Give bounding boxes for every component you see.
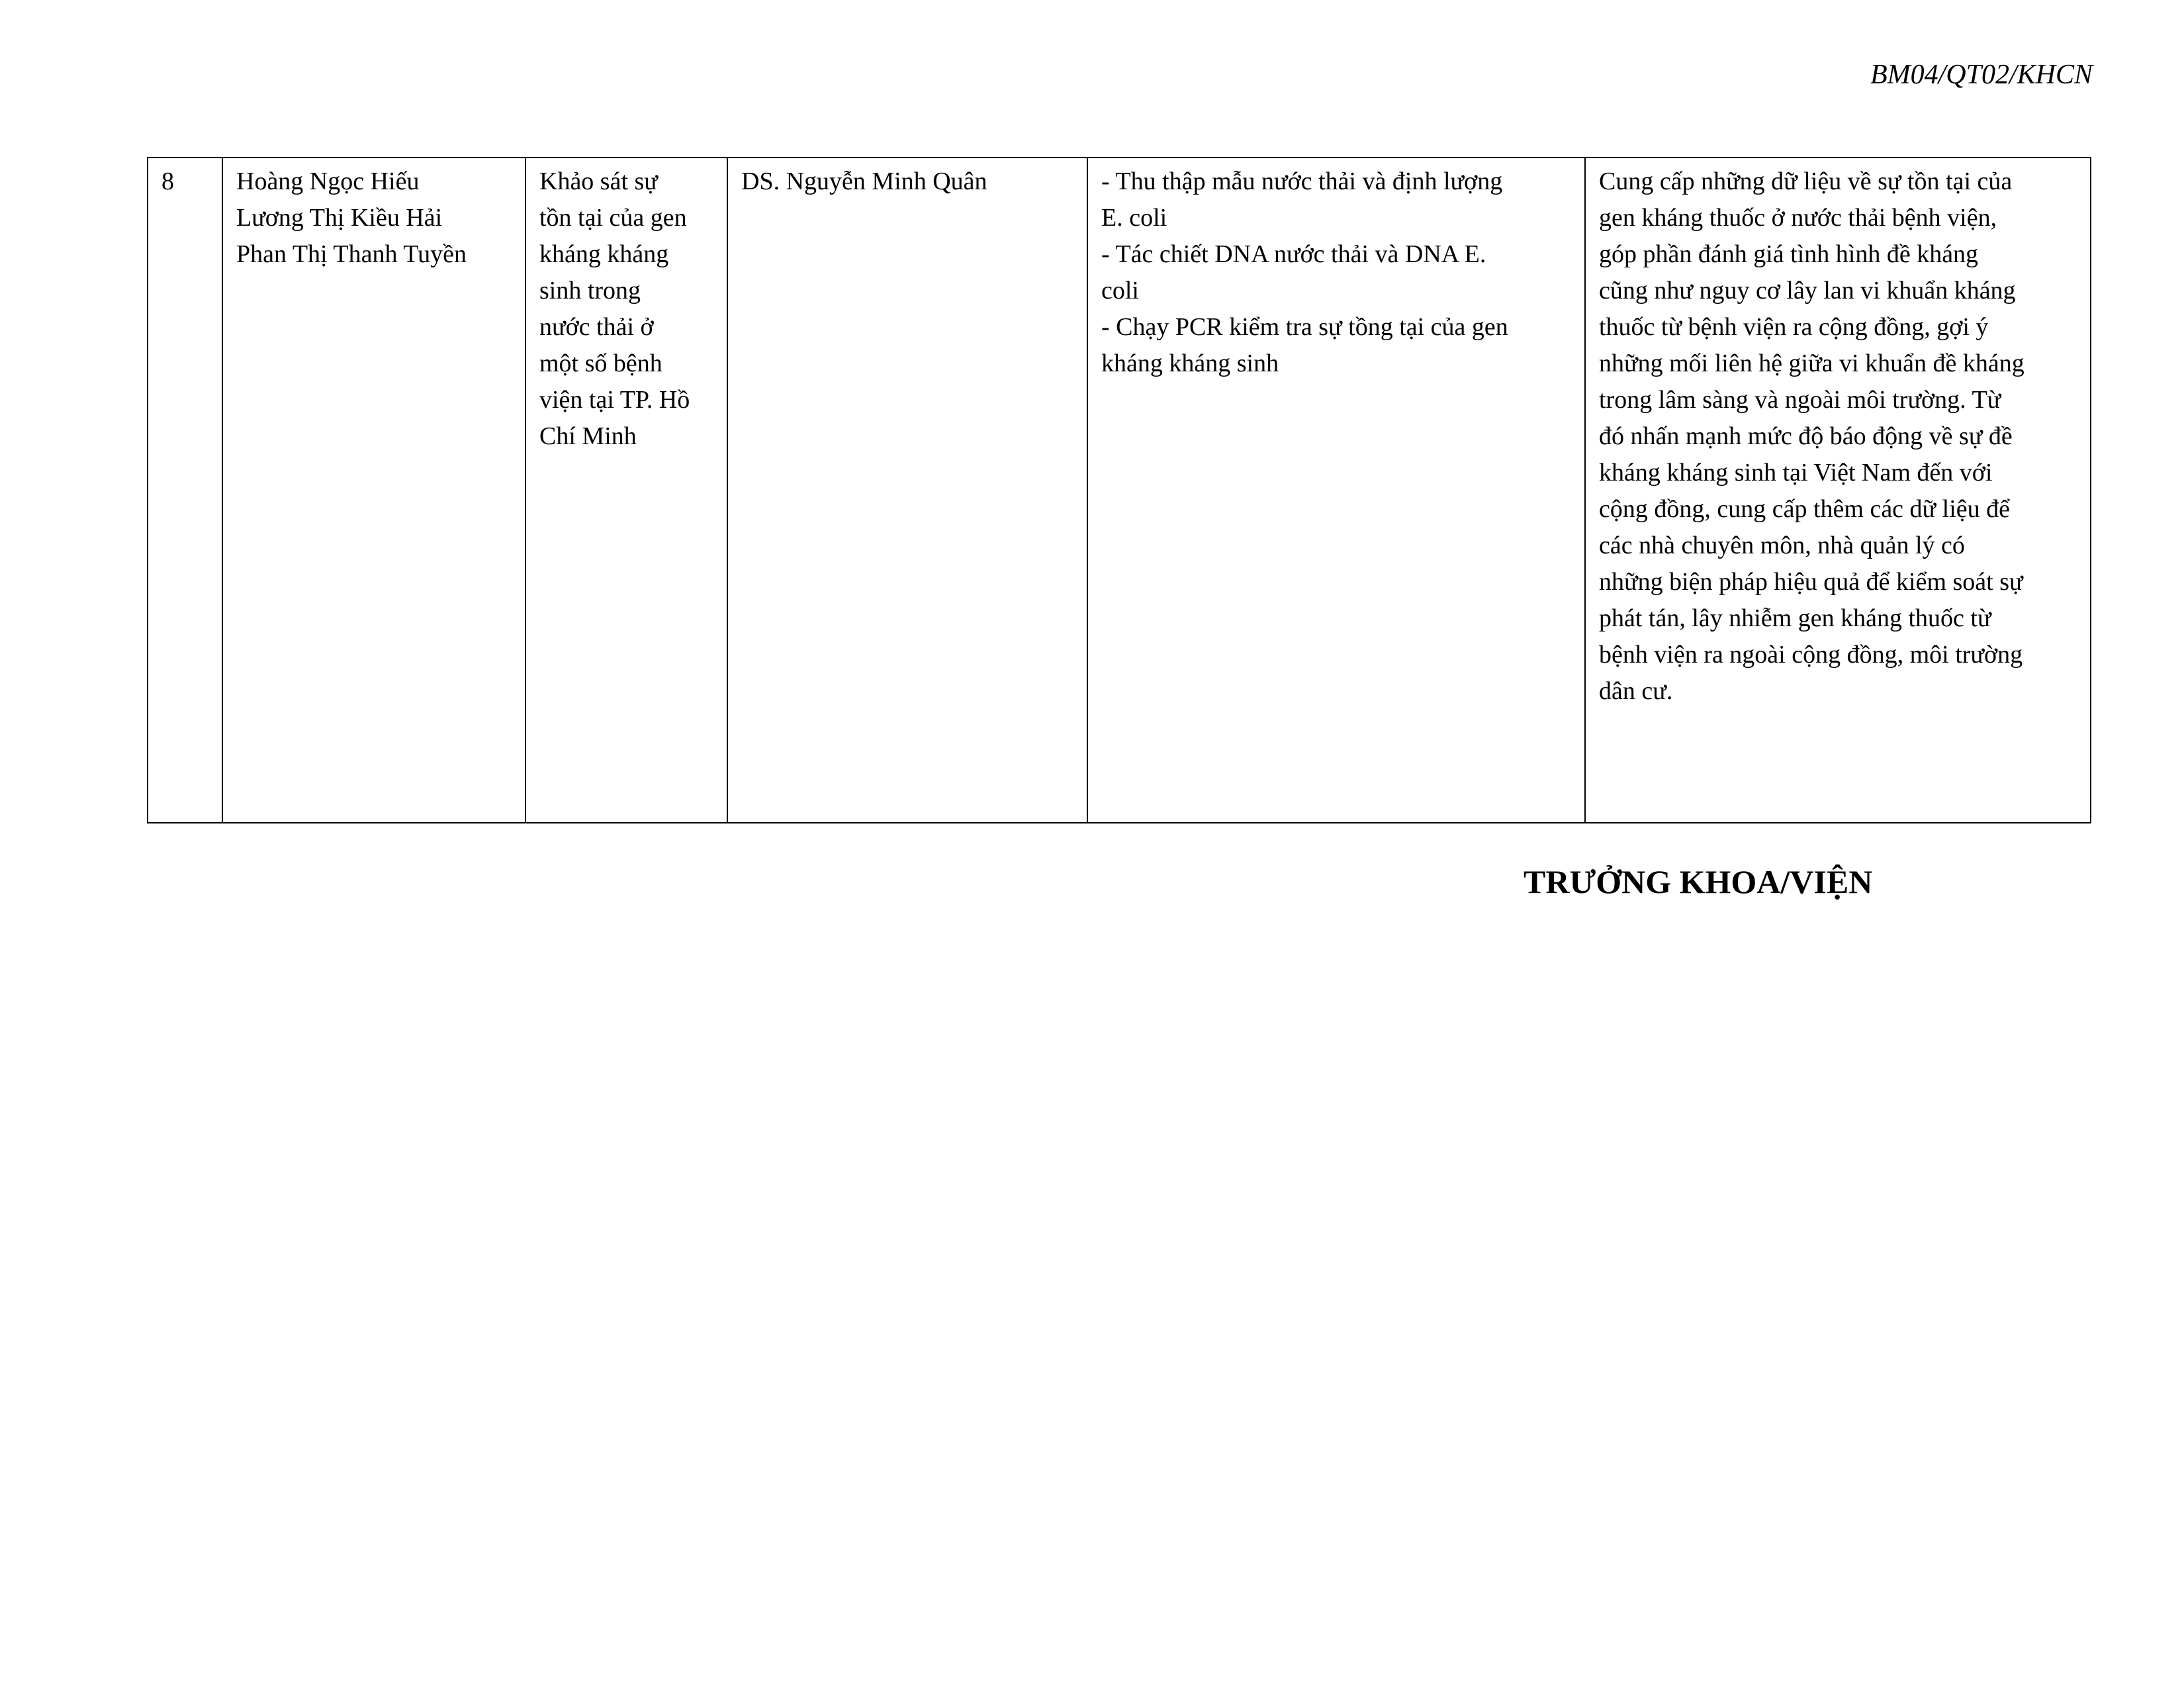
outcome-line: cộng đồng, cung cấp thêm các dữ liệu để bbox=[1599, 495, 2010, 523]
outcome-line: Cung cấp những dữ liệu về sự tồn tại của bbox=[1599, 167, 2013, 195]
outcome-line: phát tán, lây nhiễm gen kháng thuốc từ bbox=[1599, 604, 1991, 632]
outcome-line: những biện pháp hiệu quả để kiểm soát sự bbox=[1599, 568, 2023, 596]
outcome-line: kháng kháng sinh tại Việt Nam đến với bbox=[1599, 459, 1993, 487]
outcome-line: thuốc từ bệnh viện ra cộng đồng, gợi ý bbox=[1599, 313, 1989, 341]
topic-line: sinh trong bbox=[539, 277, 641, 305]
form-code: BM04/QT02/KHCN bbox=[1870, 60, 2093, 90]
content-line: coli bbox=[1101, 277, 1139, 305]
outcome-line: cũng như nguy cơ lây lan vi khuẩn kháng bbox=[1599, 277, 2016, 305]
outcome-line: các nhà chuyên môn, nhà quản lý có bbox=[1599, 532, 1965, 559]
topic-line: kháng kháng bbox=[539, 240, 669, 268]
cell-content bbox=[1087, 158, 1585, 823]
outcome-line: dân cư. bbox=[1599, 677, 1673, 705]
topic-line: Chí Minh bbox=[539, 422, 637, 450]
outcome-line: gen kháng thuốc ở nước thải bệnh viện, bbox=[1599, 204, 1997, 232]
content-line: - Chạy PCR kiểm tra sự tồng tại của gen bbox=[1101, 313, 1508, 341]
project-table bbox=[147, 157, 2090, 823]
cell-students bbox=[222, 158, 525, 823]
topic-line: một số bệnh bbox=[539, 350, 662, 377]
supervisor-name: DS. Nguyễn Minh Quân bbox=[741, 167, 987, 195]
topic-line: tồn tại của gen bbox=[539, 204, 687, 232]
cell-supervisor bbox=[727, 158, 1087, 823]
content-line: - Thu thập mẫu nước thải và định lượng bbox=[1101, 167, 1503, 195]
table-row bbox=[148, 158, 2091, 823]
cell-outcome bbox=[1585, 158, 2091, 823]
cell-topic bbox=[525, 158, 727, 823]
content-line: kháng kháng sinh bbox=[1101, 350, 1279, 377]
topic-line: nước thải ở bbox=[539, 313, 654, 341]
topic-line: Khảo sát sự bbox=[539, 167, 658, 195]
outcome-line: bệnh viện ra ngoài cộng đồng, môi trường bbox=[1599, 641, 2023, 669]
student-name: Phan Thị Thanh Tuyền bbox=[236, 240, 467, 268]
content-line: E. coli bbox=[1101, 204, 1167, 232]
signature-title: TRƯỞNG KHOA/VIỆN bbox=[1524, 863, 1873, 900]
topic-line: viện tại TP. Hồ bbox=[539, 386, 690, 414]
student-name: Lương Thị Kiều Hải bbox=[236, 204, 443, 232]
student-name: Hoàng Ngọc Hiếu bbox=[236, 167, 420, 195]
cell-stt bbox=[148, 158, 222, 823]
outcome-line: trong lâm sàng và ngoài môi trường. Từ bbox=[1599, 386, 2001, 414]
row-number: 8 bbox=[161, 167, 174, 195]
content-line: - Tác chiết DNA nước thải và DNA E. bbox=[1101, 240, 1486, 268]
outcome-line: những mối liên hệ giữa vi khuẩn đề kháng bbox=[1599, 350, 2025, 377]
outcome-line: góp phần đánh giá tình hình đề kháng bbox=[1599, 240, 1979, 268]
project-table-grid bbox=[147, 157, 2091, 823]
outcome-line: đó nhấn mạnh mức độ báo động về sự đề bbox=[1599, 422, 2013, 450]
